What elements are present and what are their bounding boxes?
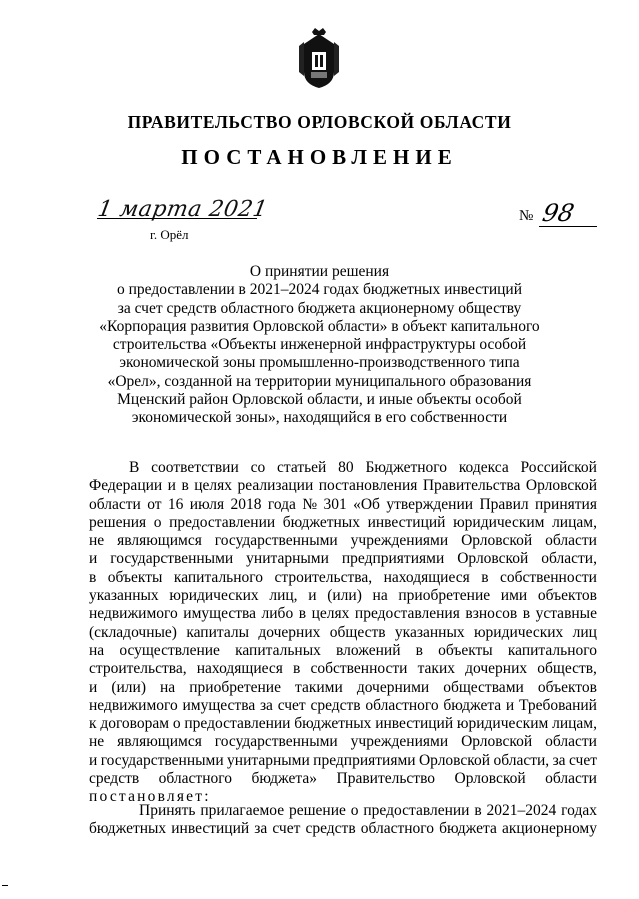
word: целях: [311, 605, 350, 623]
word: капитального: [173, 568, 264, 586]
word: годах: [561, 802, 597, 819]
word: кодекса: [458, 459, 509, 476]
word: бюджетных: [89, 820, 167, 838]
title-line: экономической зоны промышленно-производственного типа: [119, 354, 520, 372]
word: государственными: [214, 733, 338, 751]
word: прилагаемое: [200, 802, 285, 819]
word: Федерации: [89, 477, 163, 495]
word: счет: [272, 820, 301, 838]
word: области: [545, 733, 597, 751]
body-line: [89, 477, 597, 495]
word: Орловской: [461, 733, 533, 751]
word: Принять: [139, 802, 196, 819]
word: областного: [360, 820, 435, 838]
word: постановления: [318, 477, 418, 495]
word: бюджета: [439, 820, 497, 838]
word: дочерними: [356, 678, 430, 696]
word: предоставлении: [184, 715, 291, 733]
word: государственными: [110, 550, 234, 568]
title-line: о предоставлении в 2021–2024 годах бюджетных инвестиций: [116, 281, 523, 299]
word: областного: [365, 696, 439, 714]
body-line: [89, 715, 597, 733]
body-line: [89, 770, 597, 788]
word: взносов: [465, 605, 518, 623]
word: бюджетных: [294, 715, 372, 733]
word: учреждениями: [350, 532, 449, 550]
word: области: [545, 532, 597, 550]
word: объекты: [107, 568, 163, 586]
word: (складочные): [89, 623, 177, 641]
title-line: «Орел», созданной на территории муниципального образования: [107, 372, 532, 390]
word: предприятиями: [313, 751, 416, 769]
title-line: О принятии решения: [249, 263, 390, 280]
word: строительства,: [274, 568, 373, 586]
word: Орловской: [454, 770, 526, 788]
word: ими: [500, 587, 528, 605]
word: не: [89, 532, 105, 550]
word: и: [308, 587, 317, 605]
word: 301: [323, 495, 347, 513]
body-line: [89, 532, 597, 550]
word: учреждениями: [350, 733, 449, 751]
word: Орловской: [457, 550, 529, 568]
word: от: [147, 495, 162, 513]
word: 16: [167, 495, 184, 513]
body-line: [89, 514, 597, 532]
word: за: [254, 820, 268, 838]
word: в: [293, 660, 301, 678]
margin-mark: [2, 885, 8, 886]
word: в: [89, 568, 97, 586]
word: Российской: [520, 459, 597, 476]
word: областного: [158, 770, 232, 788]
word: инвестиций: [367, 513, 446, 531]
word: недвижимого: [89, 696, 178, 714]
word: являющимся: [117, 733, 202, 751]
word: средств: [310, 696, 361, 714]
coat-of-arms-emblem: [296, 28, 342, 90]
word: унитарными: [227, 751, 310, 769]
word: государственными: [214, 532, 338, 550]
title-line: Мценский район Орловской области, и иные объекты особой: [117, 391, 522, 409]
title-line: строительства «Объекты инженерной инфраструктуры особой: [112, 336, 527, 354]
word: о: [172, 715, 181, 733]
word: июля: [189, 495, 225, 513]
title-line: «Корпорация развития Орловской области» в объект капитального: [99, 317, 540, 335]
word: о: [350, 802, 359, 819]
word: в: [481, 568, 489, 586]
word: предоставления: [354, 605, 460, 623]
word: года: [267, 495, 296, 513]
word: строительства,: [89, 660, 187, 678]
body-line: [89, 752, 597, 770]
word: к: [89, 715, 97, 733]
word: собственности: [499, 568, 597, 586]
word: являющимся: [117, 532, 202, 550]
body-line: [89, 802, 597, 820]
word: в: [474, 802, 482, 819]
body-line: [89, 605, 597, 623]
word: либо: [261, 605, 294, 623]
word: дочерних: [258, 623, 321, 641]
word: инвестиций: [171, 820, 250, 838]
word: за: [259, 696, 273, 714]
word: «Об: [353, 495, 380, 513]
word: бюджета: [443, 696, 502, 714]
word: капиталы: [186, 623, 250, 641]
word: статьей: [277, 459, 327, 476]
body-line: [89, 587, 597, 605]
word: такими: [295, 678, 343, 696]
decision-paragraph: [89, 802, 597, 839]
word: бюджета»: [251, 770, 318, 788]
word: приобретение: [398, 587, 491, 605]
word: объектов: [537, 587, 597, 605]
word: собственности: [310, 660, 408, 678]
word: Орловской: [461, 532, 533, 550]
word: осуществление: [119, 641, 220, 659]
word: области,: [493, 751, 550, 769]
body-line: [89, 550, 597, 568]
word: (или): [111, 678, 146, 696]
word: лиц,: [269, 587, 298, 605]
word: Бюджетного: [365, 459, 447, 476]
document-type: ПОСТАНОВЛЕНИЕ: [181, 145, 458, 169]
resolves-word: постановляет:: [89, 788, 211, 806]
word: целях: [194, 477, 233, 495]
word: дочерних: [465, 660, 528, 678]
word: области,: [541, 550, 597, 568]
word: на: [160, 678, 176, 696]
word: о: [153, 513, 162, 531]
word: и: [89, 678, 98, 696]
word: в: [181, 477, 189, 495]
word: акционерному: [501, 820, 597, 838]
date-underline: [97, 218, 257, 219]
word: соответствии: [151, 459, 239, 476]
word: предприятиями: [341, 550, 445, 568]
word: (или): [327, 587, 362, 605]
word: 80: [338, 459, 354, 476]
body-line: [89, 733, 597, 751]
word: юридическим: [453, 513, 545, 531]
word: средств: [305, 820, 356, 838]
word: бюджетных: [282, 513, 360, 531]
word: Орловской: [418, 751, 491, 769]
body-line: [89, 569, 597, 587]
word: и: [89, 550, 98, 568]
word: не: [89, 733, 105, 751]
word: Правительство: [336, 770, 436, 788]
word: юридических: [169, 587, 259, 605]
word: имущества: [182, 696, 256, 714]
word: предоставлении: [169, 513, 276, 531]
word: указанных: [394, 623, 465, 641]
word: утверждении: [386, 495, 474, 513]
word: лицам,: [552, 715, 597, 733]
word: в: [298, 605, 307, 623]
body-line: [89, 820, 597, 838]
body-line: [89, 459, 597, 477]
body-line: [89, 496, 597, 514]
word: области: [89, 495, 141, 513]
body-line: [89, 660, 597, 678]
word: таких: [417, 660, 455, 678]
word: обществ,: [537, 660, 597, 678]
word: 2021–2024: [486, 802, 557, 819]
word: имущества: [183, 605, 256, 623]
government-name: ПРАВИТЕЛЬСТВО ОРЛОВСКОЙ ОБЛАСТИ: [127, 112, 512, 132]
word: унитарными: [246, 550, 329, 568]
number-underline: [539, 226, 597, 227]
word: капитальных: [235, 641, 321, 659]
title-line: экономической зоны», находящийся в его собственности: [131, 409, 508, 427]
word: предоставлении: [363, 802, 470, 819]
word: В: [129, 459, 140, 476]
word: недвижимого: [89, 605, 178, 623]
word: со: [250, 459, 266, 476]
word: лиц: [572, 623, 597, 641]
word: решения: [89, 513, 147, 531]
word: Правительства: [422, 477, 521, 495]
handwritten-number: 98: [540, 199, 577, 227]
word: и: [505, 696, 515, 714]
word: на: [372, 587, 388, 605]
word: объекты: [438, 641, 493, 659]
city-label: г. Орёл: [150, 227, 189, 242]
word: счет: [277, 696, 306, 714]
preamble-paragraph: [89, 459, 597, 807]
word: лицам,: [552, 513, 597, 531]
word: юридическим: [456, 715, 549, 733]
body-line: [89, 642, 597, 660]
word: вложений: [336, 641, 401, 659]
word: за: [552, 751, 566, 769]
word: принятия: [535, 495, 597, 513]
word: в: [522, 605, 531, 623]
body-line: [89, 679, 597, 697]
document-title: [0, 263, 639, 428]
word: счет: [568, 751, 597, 769]
word: обществами: [443, 678, 524, 696]
word: государственными: [100, 751, 224, 769]
word: юридических: [473, 623, 564, 641]
word: Требований: [518, 696, 597, 714]
word: приобретение: [189, 678, 281, 696]
word: и: [89, 751, 98, 769]
title-line: за счет средств областного бюджета акционерному обществу: [117, 299, 522, 317]
word: уставные: [535, 605, 597, 623]
word: №: [302, 495, 318, 513]
word: и: [167, 477, 176, 495]
word: на: [89, 641, 105, 659]
word: в: [415, 641, 423, 659]
word: капитального: [507, 641, 597, 659]
number-label: №: [519, 208, 534, 224]
word: области: [545, 770, 597, 788]
word: указанных: [89, 587, 159, 605]
word: реализации: [237, 477, 314, 495]
word: договорам: [100, 715, 170, 733]
word: находящиеся: [383, 568, 470, 586]
word: средств: [89, 770, 140, 788]
word: решение: [288, 802, 346, 819]
word: Правил: [479, 495, 529, 513]
word: находящиеся: [196, 660, 283, 678]
body-line: [89, 697, 597, 715]
word: инвестиций: [375, 715, 454, 733]
handwritten-date: 1 марта 2021: [95, 197, 270, 222]
word: обществ: [329, 623, 386, 641]
word: объектов: [537, 678, 597, 696]
body-line: [89, 624, 597, 642]
word: 2018: [230, 495, 262, 513]
word: Орловской: [525, 477, 597, 495]
